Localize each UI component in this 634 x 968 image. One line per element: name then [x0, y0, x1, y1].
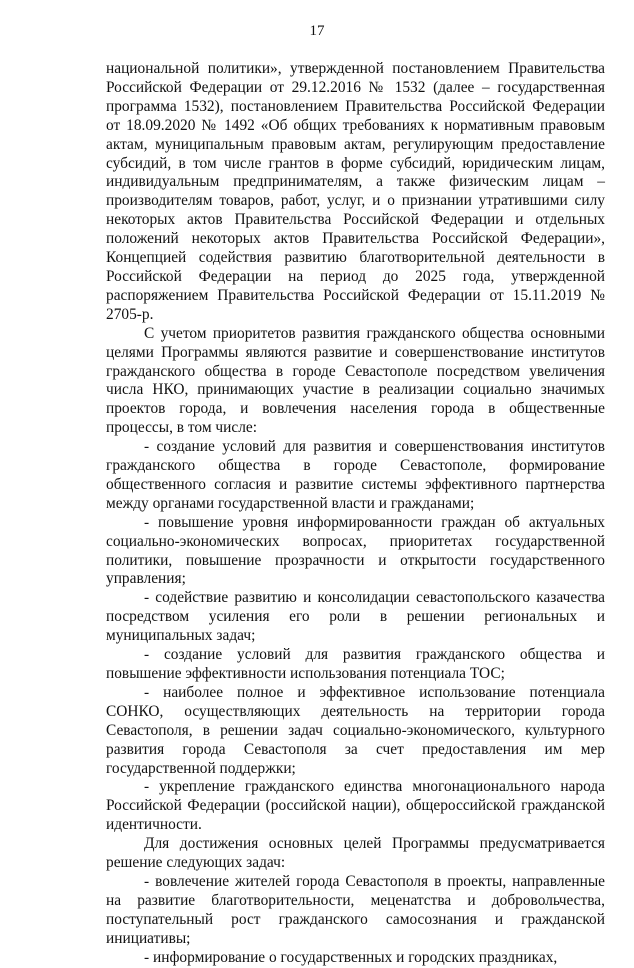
list-item-task: - вовлечение жителей города Севастополя в проекты, направленные на развитие благотворительности, меценатства и добровольчества, поступательный рост гражданского самосознания и гражданской инициативы; — [106, 872, 605, 947]
document-body — [106, 60, 605, 968]
list-item-goal: - наиболее полное и эффективное использование потенциала СОНКО, осуществляющих деятельность на территории города Севастополя, в решении задач социально-экономического, культурного развития города Севастополя за счет предоставления им мер государственной поддержки; — [106, 683, 605, 777]
list-item-task: - информирование о государственных и городских праздниках, — [144, 948, 558, 966]
list-item-goal: - создание условий для развития гражданского общества и повышение эффективности использования потенциала ТОС; — [106, 646, 605, 682]
list-item-goal: - повышение уровня информированности граждан об актуальных социально-экономических вопросах, приоритетах государственной политики, повышение прозрачности и открытости государственного управления; — [106, 513, 605, 588]
list-item-goal: - содействие развитию и консолидации севастопольского казачества посредством усиления его роли в решении региональных и муниципальных задач; — [106, 589, 605, 645]
list-item-goal: - укрепление гражданского единства многонационального народа Российской Федерации (российской нации), общероссийской гражданской идентичности. — [106, 778, 605, 834]
page-number: 17 — [309, 23, 325, 39]
paragraph-continuation: национальной политики», утвержденной постановлением Правительства Российской Федерации от 29.12.2016 № 1532 (далее – государственная программа 1532), постановлением Правительства Российской Федерации от 18.09.2020 № 1492 «Об общих требованиях к нормативным правовым актам, муниципальным правовым актам, регулирующим предоставление субсидий, в том числе грантов в форме субсидий, юридическим лицам, индивидуальным предпринимателям, а также физическим лицам – производителям товаров, работ, услуг, и о признании утратившими силу некоторых актов Правительства Российской Федерации и отдельных положений некоторых актов Правительства Российской Федерации», Концепцией содействия развитию благотворительной деятельности в Российской Федерации на период до 2025 года, утвержденной распоряжением Правительства Российской Федерации от 15.11.2019 № 2705-р. — [106, 60, 605, 323]
list-item-goal: - создание условий для развития и совершенствования институтов гражданского общества в городе Севастополе, формирование общественного согласия и развитие системы эффективного партнерства между органами государственной власти и гражданами; — [106, 438, 605, 512]
paragraph-program-goals: С учетом приоритетов развития гражданского общества основными целями Программы являются развитие и совершенствование институтов гражданского общества в городе Севастополе посредством увеличения числа НКО, принимающих участие в реализации социально значимых проектов города, и вовлечения населения города в общественные процессы, в том числе: — [106, 324, 605, 437]
paragraph-tasks-intro: Для достижения основных целей Программы предусматривается решение следующих задач: — [106, 835, 605, 872]
